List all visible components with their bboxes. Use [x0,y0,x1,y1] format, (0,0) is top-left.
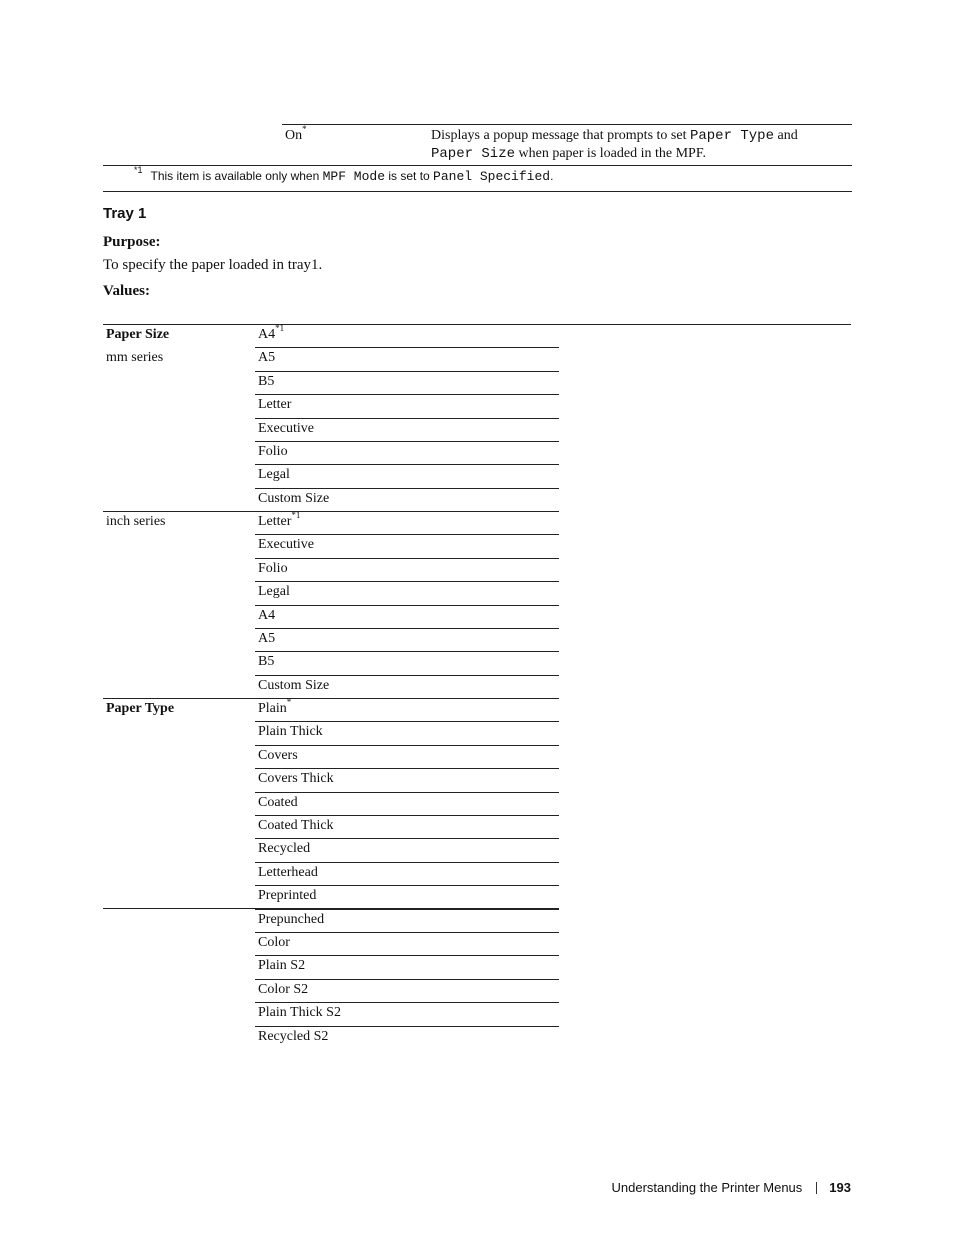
row-rule [255,885,559,886]
value-item: Letterhead [258,865,318,880]
default-mark: * [286,697,292,708]
row-rule [255,394,559,395]
row-rule [255,862,559,863]
section-title: Tray 1 [103,205,147,222]
value-item: Custom Size [258,678,330,693]
value-label: On [285,128,303,143]
mm-series-label: mm series [106,350,164,365]
value-item: Color [258,935,290,950]
row-rule [255,628,559,629]
table-rule [103,165,852,166]
row-rule [255,558,559,559]
row-rule [255,838,559,839]
value-item: A5 [258,631,276,646]
row-rule [255,581,559,582]
value-item: Legal [258,467,290,482]
value-item: B5 [258,654,275,669]
value-on [285,124,307,144]
row-rule [255,347,559,348]
value-item: Folio [258,444,288,459]
paper-type-label: Paper Type [106,701,175,716]
default-mark: * [302,124,307,135]
table-top-rule [103,324,851,325]
page-break-rule [103,908,559,909]
row-rule [255,932,559,933]
inch-series-label: inch series [106,514,166,529]
table-rule [282,124,852,125]
row-rule [255,721,559,722]
footnote-mark: *1 [134,165,143,175]
row-rule [255,768,559,769]
value-item: Plain Thick [258,724,323,739]
value-item: Plain Thick S2 [258,1005,341,1020]
page-number: 193 [829,1180,851,1195]
values-label: Values: [103,283,150,299]
footer-chapter: Understanding the Printer Menus [611,1180,803,1195]
value-item: A4$^{*1}$ [258,323,285,342]
value-item: Plain* [258,697,292,716]
row-rule [255,464,559,465]
row-rule [255,371,559,372]
value-item: B5 [258,374,275,389]
row-rule [255,605,559,606]
row-rule [255,1002,559,1003]
value-item: Coated Thick [258,818,334,833]
code-mpf-mode: MPF Mode [322,169,386,184]
row-rule [255,792,559,793]
row-rule [255,651,559,652]
value-item: Coated [258,795,298,810]
group-rule [103,698,559,699]
value-item: Letter$^{*1}$ [258,510,301,529]
value-item: A5 [258,350,276,365]
value-item: Executive [258,537,314,552]
value-item: Recycled S2 [258,1029,329,1044]
value-item: Covers Thick [258,771,334,786]
purpose-label: Purpose: [103,234,161,250]
paper-size-label: Paper Size [106,327,170,342]
value-item: Folio [258,561,288,576]
code-paper-type: Paper Type [689,128,774,144]
value-item: Custom Size [258,491,330,506]
value-item: Covers [258,748,298,763]
table-rule [103,191,852,192]
row-rule [255,815,559,816]
purpose-text: To specify the paper loaded in tray1. [103,257,323,273]
footnote: $^{*1}$ This item is available only when MPF Mode is set to Panel Specified. [134,165,554,184]
value-item: Letter [258,397,292,412]
value-item: Executive [258,421,314,436]
value-item: Legal [258,584,290,599]
row-rule [255,675,559,676]
value-item: Plain S2 [258,958,306,973]
mpf-table-continuation [0,0,954,200]
row-rule [255,909,559,910]
code-panel-specified: Panel Specified [433,169,551,184]
page-footer [612,1180,851,1195]
value-description: Displays a popup message that prompts to set Paper Type and Paper Size when paper is loaded in the MPF. [431,128,798,162]
row-rule [255,534,559,535]
row-rule [255,1026,559,1027]
value-item: Prepunched [258,912,325,927]
row-rule [255,418,559,419]
code-paper-size: Paper Size [431,146,516,162]
default-mark: *1 [291,510,301,521]
value-item: Recycled [258,841,311,856]
group-rule [103,511,559,512]
value-item: Preprinted [258,888,317,903]
row-rule [255,979,559,980]
row-rule [255,488,559,489]
row-rule [255,955,559,956]
row-rule [255,441,559,442]
value-item: Color S2 [258,982,309,997]
row-rule [255,745,559,746]
value-item: A4 [258,608,276,623]
footer-separator [816,1182,817,1194]
default-mark: *1 [275,323,285,334]
